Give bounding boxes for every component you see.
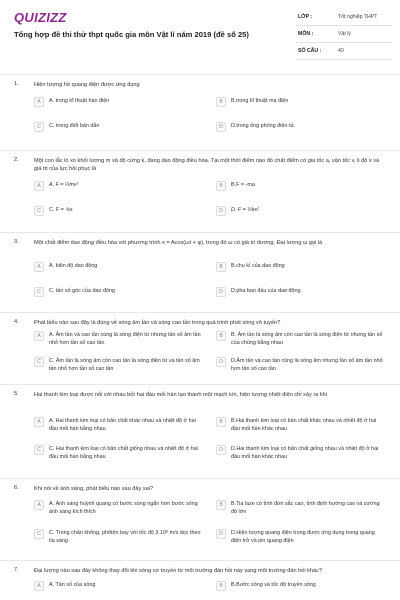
option-text: B. Âm tần là sóng âm còn cao tần là sóng điện từ nhưng tần số của chúng bằng nhau bbox=[231, 332, 383, 346]
meta-row-count bbox=[296, 46, 392, 60]
option-text: C. tần số góc của dao động bbox=[49, 288, 115, 294]
meta-label: MÔN : bbox=[298, 31, 314, 37]
option-letter-badge: B bbox=[216, 262, 226, 272]
option-text: D.trong ống phóng điện tử. bbox=[231, 123, 296, 129]
question-number: 2. bbox=[14, 157, 19, 163]
option-text: B.Tia laze có tính đơn sắc cao, tính định hướng cao và cường độ lớn bbox=[231, 501, 380, 515]
option-text: A. Âm tần và cao tần cùng là sóng điện từ nhưng tần số âm tần nhỏ hơn tần số cao tần. bbox=[49, 332, 201, 346]
question-text: Một chất điểm dao động điều hòa với phương trình x = Acos(ωt + φ), trong đó ω có giá trị dương. Đại lượng ω gọi là bbox=[34, 240, 323, 246]
option-letter-badge: A bbox=[34, 262, 44, 272]
option-text: C. Âm tần là sóng âm còn cao tần là sóng điện từ và tần số âm tần nhỏ hơn tần số cao tần bbox=[49, 358, 200, 372]
option-letter-badge: D bbox=[216, 206, 226, 216]
worksheet-meta bbox=[296, 12, 392, 63]
quizizz-logo: QUIZIZZ bbox=[14, 10, 67, 25]
meta-value: Tốt nghiệp THPT bbox=[338, 14, 378, 20]
meta-label: SỐ CÂU : bbox=[298, 48, 322, 54]
option-letter-badge: C bbox=[34, 357, 44, 367]
option-text: B.trong kĩ thuật mạ điện bbox=[231, 98, 289, 104]
option-letter-badge: D bbox=[216, 445, 226, 455]
option-letter-badge: D bbox=[216, 529, 226, 539]
option-text: C. trong điốt bán dẫn bbox=[49, 123, 100, 129]
question-3 bbox=[0, 232, 400, 312]
question-text: Khi nói về ánh sáng, phát biểu nào sau đây sai? bbox=[34, 486, 154, 492]
meta-label: LỚP : bbox=[298, 14, 313, 20]
option-letter-badge: C bbox=[34, 206, 44, 216]
meta-value: 40 bbox=[338, 48, 344, 54]
option-text: B.Hai thanh kim loại có bản chất khác nhau và nhiệt độ ở hai đầu mối hàn khác nhau bbox=[231, 418, 377, 432]
option-text: A. Tần số của sóng bbox=[49, 582, 96, 588]
option-text: A. Hai thanh kim loại có bản chất khác nhau và nhiệt độ ở hai đầu mối hàn bằng nhau bbox=[49, 418, 196, 432]
question-7 bbox=[0, 560, 400, 600]
option-text: A. Ánh sáng huỳnh quang có bước sóng ngắn hơn bước sóng ánh sáng kích thích bbox=[49, 501, 198, 515]
option-letter-badge: C bbox=[34, 529, 44, 539]
question-6 bbox=[0, 478, 400, 560]
option-letter-badge: B bbox=[216, 331, 226, 341]
option-text: D.pha ban đầu của dao động. bbox=[231, 288, 303, 294]
question-number: 3. bbox=[14, 239, 19, 245]
question-text: Đại lượng nào sau đây không thay đổi khi sóng cơ truyền từ môi trường đàn hồi này sang môi trường đàn hồi khác? bbox=[34, 568, 323, 574]
option-letter-badge: A bbox=[34, 500, 44, 510]
option-letter-badge: C bbox=[34, 445, 44, 455]
option-letter-badge: C bbox=[34, 122, 44, 132]
option-text: C. Trong chân không, phôtôn bay với tốc độ 3.10⁸ m/s dọc theo tia sáng bbox=[49, 530, 201, 544]
option-text: D.Hai thanh kim loại có bản chất giống nhau và nhiệt độ ở hai đầu mối hàn khác nhau bbox=[231, 446, 379, 460]
option-text: D.Hiện tượng quang điện trong được ứng dụng trong quang điện trở và pin quang điện bbox=[231, 530, 375, 544]
option-letter-badge: D bbox=[216, 122, 226, 132]
option-letter-badge: C bbox=[34, 287, 44, 297]
worksheet-header bbox=[0, 0, 400, 62]
option-text: C. F = -kx bbox=[49, 207, 73, 213]
question-number: 1. bbox=[14, 81, 19, 87]
question-number: 7. bbox=[14, 567, 19, 573]
option-letter-badge: B bbox=[216, 97, 226, 107]
option-text: B.Bước sóng và tốc độ truyền sóng bbox=[231, 582, 316, 588]
option-letter-badge: B bbox=[216, 417, 226, 427]
option-letter-badge: B bbox=[216, 581, 226, 591]
option-letter-badge: A bbox=[34, 581, 44, 591]
option-letter-badge: A bbox=[34, 181, 44, 191]
worksheet-title: Tổng hợp đề thi thử thpt quốc gia môn Vật lí năm 2019 (đề số 25) bbox=[14, 30, 249, 39]
question-text: Phát biểu nào sau đây là đúng về sóng âm tần và sóng cao tần trong quá trình phát sóng vô tuyến? bbox=[34, 320, 281, 326]
question-text: Một con lắc lò xo khối lượng m và độ cứng k, đang dao động điều hòa. Tại một thời điểm nào đó chất điểm có gia tốc a, vận tốc v, li độ x và giá trị của lực hồi phục là bbox=[34, 158, 380, 173]
option-text: C. Hai thanh kim loại có bản chất giống nhau và nhiệt độ ở hai đầu mối hàn bằng nhau bbox=[49, 446, 198, 460]
question-4 bbox=[0, 312, 400, 384]
option-text: B.chu kì của dao động bbox=[231, 263, 285, 269]
option-text: A. trong kĩ thuật hàn điện bbox=[49, 98, 110, 104]
option-letter-badge: B bbox=[216, 500, 226, 510]
option-text: D.Âm tần và cao tần cùng là sóng âm nhưng tần số âm tần nhỏ hơn tần số cao tần bbox=[231, 358, 383, 372]
meta-row-subject bbox=[296, 29, 392, 43]
option-letter-badge: D bbox=[216, 357, 226, 367]
option-letter-badge: A bbox=[34, 331, 44, 341]
meta-value: Vật lý bbox=[338, 31, 351, 37]
option-text: A. biên độ dao động bbox=[49, 263, 98, 269]
question-number: 6. bbox=[14, 485, 19, 491]
option-text: A. F = ½mv² bbox=[49, 182, 79, 188]
option-text: D. F = ½kx² bbox=[231, 207, 259, 213]
question-number: 5. bbox=[14, 391, 19, 397]
option-letter-badge: D bbox=[216, 287, 226, 297]
option-letter-badge: A bbox=[34, 417, 44, 427]
option-letter-badge: B bbox=[216, 181, 226, 191]
question-1 bbox=[0, 74, 400, 150]
question-text: Hai thanh kim loại được nối với nhau bởi hai đầu mối hàn tạo thành một mạch kín, hiện tượng nhiệt điện chỉ xảy ra khi bbox=[34, 392, 327, 398]
question-number: 4. bbox=[14, 319, 19, 325]
question-2 bbox=[0, 150, 400, 232]
option-text: B.F = -ma bbox=[231, 182, 255, 188]
question-text: Hiện tượng hồ quang điện được ứng dụng bbox=[34, 82, 140, 88]
meta-row-class bbox=[296, 12, 392, 26]
question-5 bbox=[0, 384, 400, 478]
option-letter-badge: A bbox=[34, 97, 44, 107]
